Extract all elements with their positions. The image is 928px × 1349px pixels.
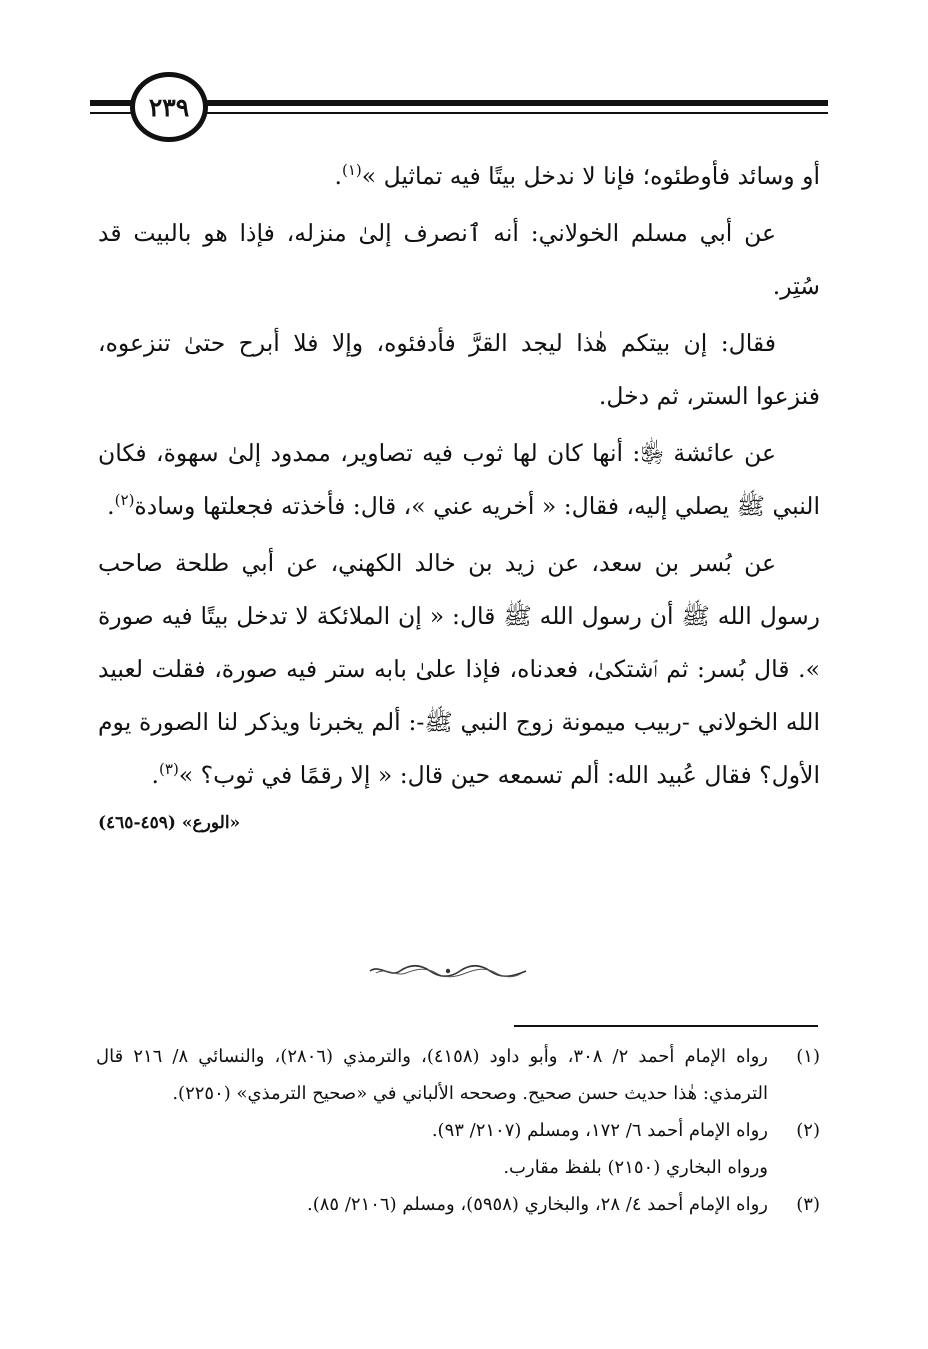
ornament-svg	[366, 962, 530, 980]
paragraph-3: فقال: إن بيتكم هٰذا ليجد القرَّ فأدفئوه، وإلا فلا أبرح حتىٰ تنزعوه، فنزعوا الستر، ثم دخل.	[98, 329, 820, 410]
footnote-ref-2: (٢)	[114, 491, 135, 510]
paragraph-1-text: أو وسائد فأوطئوه؛ فإنا لا ندخل بيتًا فيه تماثيل »	[361, 162, 820, 190]
footnotes	[96, 1038, 820, 1223]
footnote-separator	[514, 1025, 818, 1027]
page-header	[90, 72, 828, 144]
footnote-extra-text: ورواه البخاري (٢١٥٠) بلفظ مقارب.	[503, 1157, 768, 1178]
paragraph-4	[98, 427, 820, 533]
page-number: ٢٣٩	[148, 92, 190, 122]
footnote-text-block	[96, 1112, 768, 1186]
footnote-number: (٣)	[796, 1194, 820, 1215]
footnote-number: (٢)	[796, 1120, 820, 1141]
footnote-text: رواه الإمام أحمد ٦/ ١٧٢، ومسلم (٢١٠٧/ ٩٣).	[431, 1120, 768, 1141]
main-text	[98, 150, 820, 838]
footnote-number: (١)	[796, 1046, 820, 1067]
source-citation: «الورع» (٤٥٩-٤٦٥)	[98, 813, 241, 833]
paragraph-4-text: عن عائشة ﵂: أنها كان لها ثوب فيه تصاوير، ممدود إلىٰ سهوة، فكان النبي ﷺ يصلي إليه، فقال: « أخريه عني »، قال: فأخذته فجعلتها وسادة	[98, 439, 820, 520]
paragraph-5-end: .	[151, 761, 160, 789]
footnote-text: رواه الإمام أحمد ٢/ ٣٠٨، وأبو داود (٤١٥٨)، والترمذي (٢٨٠٦)، والنسائي ٨/ ٢١٦ قال الترمذي: هٰذا حديث حسن صحيح. وصححه الألباني في «صحيح الترمذي» (٢٢٥٠).	[96, 1046, 768, 1104]
footnote-3	[96, 1186, 820, 1223]
paragraph-4-end: .	[107, 492, 115, 520]
footnote-ref-1: (١)	[341, 161, 362, 180]
paragraph-1-end: .	[334, 162, 342, 190]
paragraph-5	[98, 537, 820, 802]
paragraph-2: عن أبي مسلم الخولاني: أنه ٱنصرف إلىٰ منزله، فإذا هو بالبيت قد سُتِر.	[98, 219, 820, 300]
ornament-divider-icon	[366, 962, 530, 980]
page-number-badge	[130, 72, 208, 142]
paragraph-5-text: عن بُسر بن سعد، عن زيد بن خالد الكهني، عن أبي طلحة صاحب رسول الله ﷺ أن رسول الله ﷺ قال: « إن الملائكة لا تدخل بيتًا فيه صورة ». قال بُسر: ثم ٱشتكىٰ، فعدناه، فإذا علىٰ بابه ستر فيه صورة، فقلت لعبيد الله الخولاني -ربيب ميمونة زوج النبي ﷺ-: ألم يخبرنا ويذكر لنا الصورة يوم الأول؟ فقال عُبيد الله: ألم تسمعه حين قال: « إلا رقمًا في ثوب؟ »	[98, 549, 820, 789]
footnote-2	[96, 1112, 820, 1186]
footnote-ref-3: (٣)	[159, 760, 179, 779]
paragraph-1	[98, 150, 820, 203]
footnote-1	[96, 1038, 820, 1112]
footnote-text: رواه الإمام أحمد ٤/ ٢٨، والبخاري (٥٩٥٨)، ومسلم (٢١٠٦/ ٨٥).	[307, 1194, 768, 1215]
